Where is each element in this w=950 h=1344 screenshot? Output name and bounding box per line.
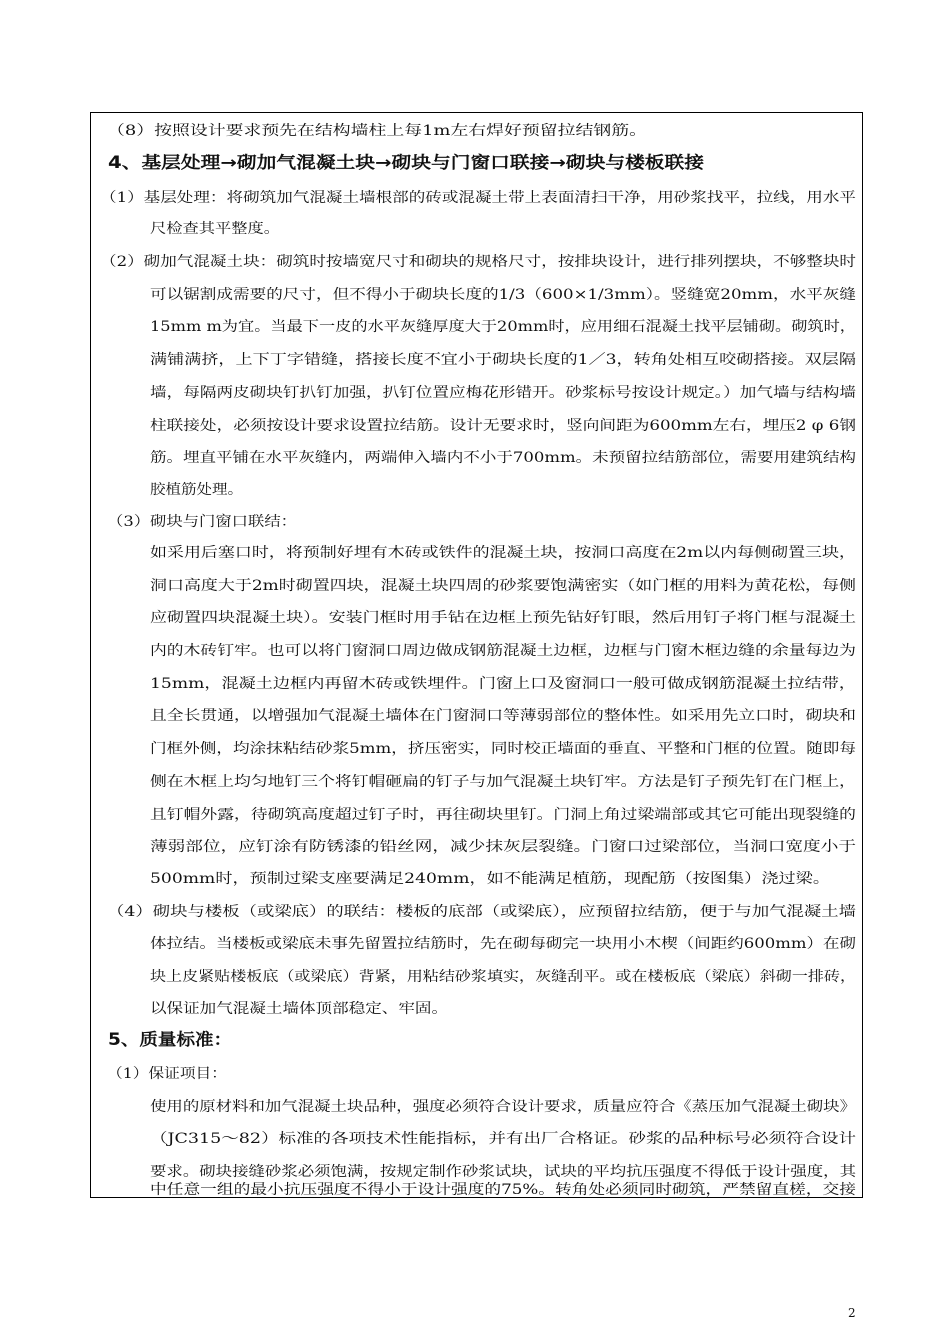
text-line: 洞口高度大于2m时砌置四块，混凝土块四周的砂浆要饱满密实（如门框的用料为黄花松，每侧: [150, 578, 856, 594]
text-line: 500mm时，预制过梁支座要满足240mm，如不能满足植筋，现配筋（按图集）浇过梁。: [150, 871, 830, 887]
text-line: 内的木砖钉牢。也可以将门窗洞口周边做成钢筋混凝土边框，边框与门窗木框边缝的余量每边为: [150, 643, 856, 659]
text-line: （2）砌加气混凝土块：砌筑时按墙宽尺寸和砌块的规格尺寸，按排块设计，进行排列摆块，不够整块时: [100, 254, 857, 270]
text-line: 尺检查其平整度。: [150, 221, 280, 237]
text-line: 使用的原材料和加气混凝土块品种，强度必须符合设计要求，质量应符合《蒸压加气混凝土砌块》: [150, 1099, 856, 1115]
text-line: 体拉结。当楼板或梁底未事先留置拉结筋时，先在砌每砌完一块用小木楔（间距约600mm）在砌: [150, 936, 856, 952]
text-line: 应砌置四块混凝土块）。安装门框时用手钻在边框上预先钻好钉眼，然后用钉子将门框与混凝土: [150, 610, 856, 626]
text-line: 如采用后塞口时，将预制好埋有木砖或铁件的混凝土块，按洞口高度在2m以内每侧砌置三块，: [150, 545, 856, 561]
text-line: （JC315～82）标准的各项技术性能指标，并有出厂合格证。砂浆的品种标号必须符合设计: [150, 1131, 856, 1147]
text-line: （3）砌块与门窗口联结：: [107, 514, 297, 530]
text-line: 中任意一组的最小抗压强度不得小于设计强度的75%。转角处必须同时砌筑，严禁留直槎，交接: [150, 1182, 856, 1198]
text-line: 15mm m为宜。当最下一皮的水平灰缝厚度大于20mm时，应用细石混凝土找平层铺砌。砌筑时，: [150, 319, 856, 335]
text-line: 墙，每隔两皮砌块钉扒钉加强，扒钉位置应梅花形错开。砂浆标号按设计规定。）加气墙与结构墙: [150, 385, 856, 401]
text-line: 可以锯割成需要的尺寸，但不得小于砌块长度的1/3（600×1/3mm）。竖缝宽20mm，水平灰缝: [150, 287, 856, 303]
text-line: 15mm，混凝土边框内再留木砖或铁埋件。门窗上口及窗洞口一般可做成钢筋混凝土拉结带，: [150, 676, 856, 692]
text-line: （1）基层处理：将砌筑加气混凝土墙根部的砖或混凝土带上表面清扫干净，用砂浆找平，拉线，用水平: [100, 190, 857, 206]
section-heading: 5、质量标准：: [108, 1030, 232, 1049]
text-line: （4）砌块与楼板（或梁底）的联结：楼板的底部（或梁底），应预留拉结筋，便于与加气混凝土墙: [107, 904, 856, 920]
text-line: 柱联接处，必须按设计要求设置拉结筋。设计无要求时，竖向间距为600mm左右，埋压2 φ 6钢: [150, 418, 856, 434]
text-line: 侧在木框上均匀地钉三个将钉帽砸扁的钉子与加气混凝土块钉牢。方法是钉子预先钉在门框上，: [150, 774, 856, 790]
text-line: 门框外侧，均涂抹粘结砂浆5mm，挤压密实，同时校正墙面的垂直、平整和门框的位置。随即每: [150, 741, 856, 757]
text-line: 块上皮紧贴楼板底（或梁底）背紧，用粘结砂浆填实，灰缝刮平。或在楼板底（梁底）斜砌一排砖，: [150, 969, 856, 985]
section-heading: 4、基层处理→砌加气混凝土块→砌块与门窗口联接→砌块与楼板联接: [108, 153, 704, 172]
text-line: 薄弱部位，应钉涂有防锈漆的铅丝网，减少抹灰层裂缝。门窗口过梁部位，当洞口宽度小于: [150, 839, 856, 855]
text-line: 且全长贯通，以增强加气混凝土墙体在门窗洞口等薄弱部位的整体性。如采用先立口时，砌块和: [150, 708, 856, 724]
text-line: 且钉帽外露，待砌筑高度超过钉子时，再往砌块里钉。门洞上角过梁端部或其它可能出现裂缝的: [150, 807, 856, 823]
text-line: （1）保证项目：: [107, 1066, 227, 1082]
text-line: 满铺满挤，上下丁字错缝，搭接长度不宜小于砌块长度的1／3，转角处相互咬砌搭接。双层隔: [150, 352, 856, 368]
page-number: 2: [848, 1306, 856, 1320]
text-line: 要求。砌块接缝砂浆必须饱满，按规定制作砂浆试块，试块的平均抗压强度不得低于设计强度，其: [150, 1164, 856, 1180]
text-line: 筋。埋直平铺在水平灰缝内，两端伸入墙内不小于700mm。未预留拉结筋部位，需要用建筑结构: [150, 450, 856, 466]
text-line: 胶植筋处理。: [150, 482, 243, 498]
text-line: （8）按照设计要求预先在结构墙柱上每1m左右焊好预留拉结钢筋。: [107, 123, 647, 139]
text-line: 以保证加气混凝土墙体顶部稳定、牢固。: [150, 1001, 448, 1017]
